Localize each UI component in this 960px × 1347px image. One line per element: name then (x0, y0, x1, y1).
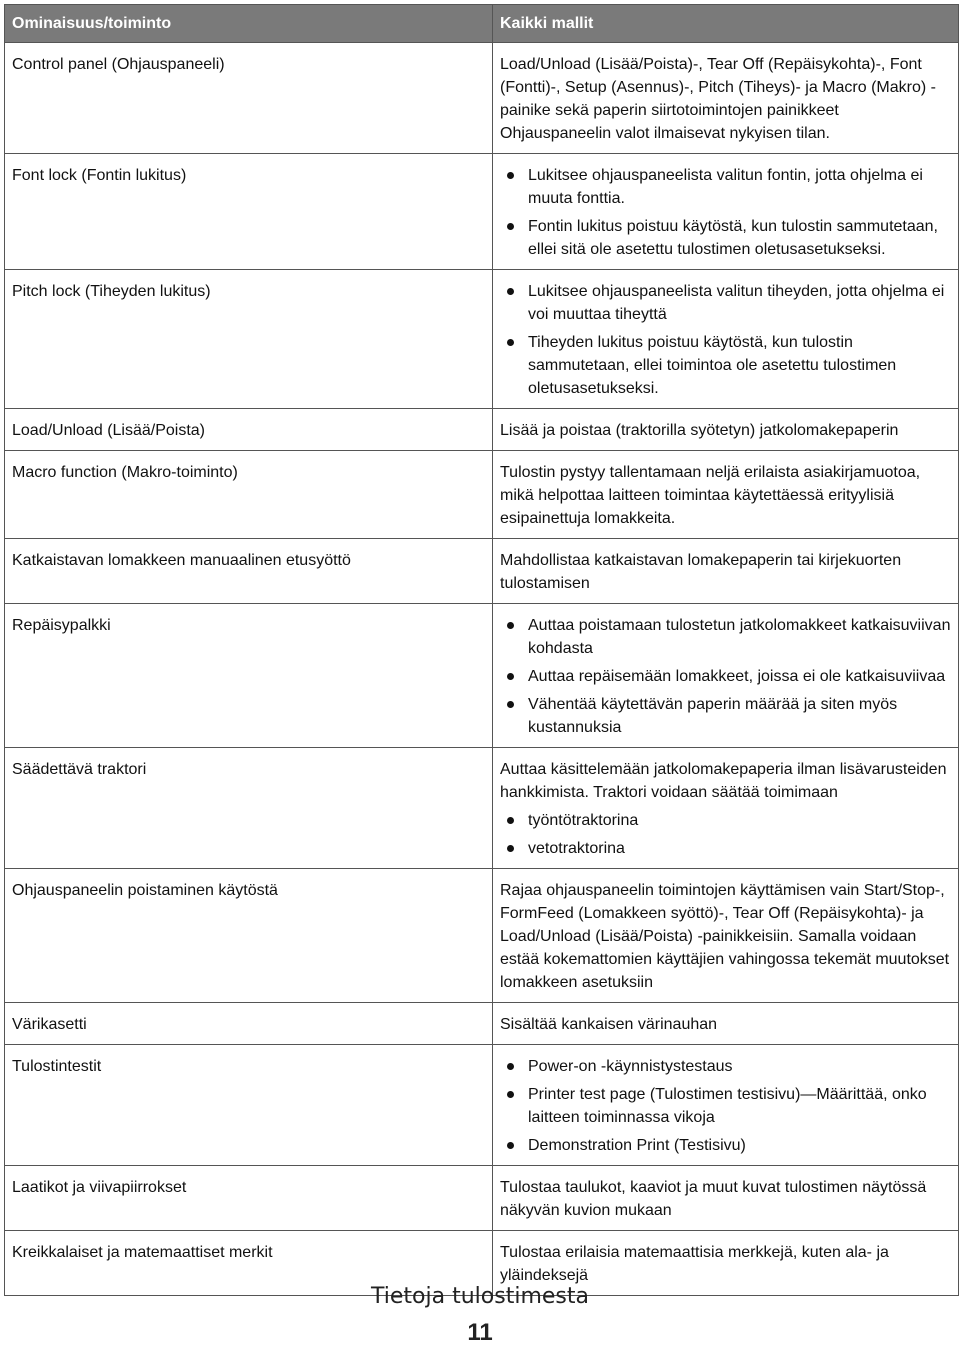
feature-description (493, 869, 959, 1003)
description-text: Tulostaa erilaisia matemaattisia merkkejä, kuten ala- ja yläindeksejä (500, 1244, 889, 1284)
bullet-list (500, 809, 952, 860)
feature-name: Kreikkalaiset ja matemaattiset merkit (5, 1231, 493, 1296)
description-text: Sisältää kankaisen värinauhan (500, 1016, 718, 1033)
feature-description (493, 539, 959, 604)
bullet-list (500, 614, 952, 739)
feature-name: Tulostintestit (5, 1045, 493, 1166)
table-row (5, 270, 959, 409)
feature-description (493, 748, 959, 869)
bullet-item: Auttaa repäisemään lomakkeet, joissa ei ole katkaisuviivaa (500, 665, 952, 688)
feature-description (493, 270, 959, 409)
description-text: Load/Unload (Lisää/Poista)-, Tear Off (Repäisykohta)-, Font (Fontti)-, Setup (Asennus)-, Pitch (Tiheys)- ja Macro (Makro) -painike sekä paperin siirtotoimintojen painikkeet Ohjauspaneelin valot ilmaisevat nykyisen tilan. (500, 56, 936, 142)
footer-title: Tietoja tulostimesta (371, 1284, 589, 1309)
feature-description (493, 451, 959, 539)
bullet-item: Power-on -käynnistystestaus (500, 1055, 952, 1078)
page-number: 11 (467, 1319, 493, 1346)
bullet-item: Lukitsee ohjauspaneelista valitun fontin, jotta ohjelma ei muuta fonttia. (500, 164, 952, 210)
feature-name: Pitch lock (Tiheyden lukitus) (5, 270, 493, 409)
feature-name: Control panel (Ohjauspaneeli) (5, 43, 493, 154)
feature-description (493, 604, 959, 748)
feature-name: Font lock (Fontin lukitus) (5, 154, 493, 270)
feature-description (493, 1045, 959, 1166)
bullet-item: Tiheyden lukitus poistuu käytöstä, kun tulostin sammutetaan, ellei toimintoa ole asetettu tulostimen oletusasetukseksi. (500, 331, 952, 400)
bullet-item: Lukitsee ohjauspaneelista valitun tiheyden, jotta ohjelma ei voi muuttaa tiheyttä (500, 280, 952, 326)
description-text: Mahdollistaa katkaistavan lomakepaperin tai kirjekuorten tulostamisen (500, 552, 902, 592)
table-row (5, 1003, 959, 1045)
table-row (5, 43, 959, 154)
feature-name: Värikasetti (5, 1003, 493, 1045)
description-text: Tulostin pystyy tallentamaan neljä erilaista asiakirjamuotoa, mikä helpottaa laitteen toimintaa käytettäessä erityylisiä esipainettuja lomakkeita. (500, 464, 921, 527)
description-text: Tulostaa taulukot, kaaviot ja muut kuvat tulostimen näytössä näkyvän kuvion mukaan (500, 1179, 927, 1219)
table-row (5, 748, 959, 869)
table-row (5, 869, 959, 1003)
feature-name: Laatikot ja viivapiirrokset (5, 1166, 493, 1231)
feature-name: Säädettävä traktori (5, 748, 493, 869)
bullet-item: Demonstration Print (Testisivu) (500, 1134, 952, 1157)
feature-name: Katkaistavan lomakkeen manuaalinen etusyöttö (5, 539, 493, 604)
bullet-item: Printer test page (Tulostimen testisivu)—Määrittää, onko laitteen toiminnassa vikoja (500, 1083, 952, 1129)
table-row (5, 409, 959, 451)
table-row (5, 604, 959, 748)
table-row (5, 539, 959, 604)
bullet-item: Fontin lukitus poistuu käytöstä, kun tulostin sammutetaan, ellei sitä ole asetettu tulostimen oletusasetukseksi. (500, 215, 952, 261)
bullet-list (500, 280, 952, 400)
table-header-row (5, 5, 959, 43)
table-row (5, 154, 959, 270)
table-row (5, 1166, 959, 1231)
feature-description (493, 1003, 959, 1045)
description-text: Auttaa käsittelemään jatkolomakepaperia ilman lisävarusteiden hankkimista. Traktori voidaan säätää toimimaan (500, 761, 947, 801)
bullet-list (500, 1055, 952, 1157)
bullet-list (500, 164, 952, 261)
bullet-item: Vähentää käytettävän paperin määrää ja siten myös kustannuksia (500, 693, 952, 739)
features-table (4, 4, 959, 1296)
models-column-header: Kaikki mallit (493, 5, 959, 43)
feature-name: Ohjauspaneelin poistaminen käytöstä (5, 869, 493, 1003)
feature-description (493, 1166, 959, 1231)
description-text: Lisää ja poistaa (traktorilla syötetyn) jatkolomakepaperin (500, 422, 899, 439)
feature-description (493, 409, 959, 451)
feature-name: Load/Unload (Lisää/Poista) (5, 409, 493, 451)
bullet-item: työntötraktorina (500, 809, 952, 832)
table-row (5, 1045, 959, 1166)
bullet-item: vetotraktorina (500, 837, 952, 860)
feature-column-header: Ominaisuus/toiminto (5, 5, 493, 43)
feature-description (493, 43, 959, 154)
feature-description (493, 154, 959, 270)
bullet-item: Auttaa poistamaan tulostetun jatkolomakkeet katkaisuviivan kohdasta (500, 614, 952, 660)
table-row (5, 451, 959, 539)
feature-name: Repäisypalkki (5, 604, 493, 748)
description-text: Rajaa ohjauspaneelin toimintojen käyttämisen vain Start/Stop-, FormFeed (Lomakkeen syöttö)-, Tear Off (Repäisykohta)- ja Load/Unload (Lisää/Poista) -painikkeisiin. Samalla voidaan estää kokemattomien käyttäjien vahingossa tekemät muutokset lomakkeen asetuksiin (500, 882, 950, 991)
feature-name: Macro function (Makro-toiminto) (5, 451, 493, 539)
